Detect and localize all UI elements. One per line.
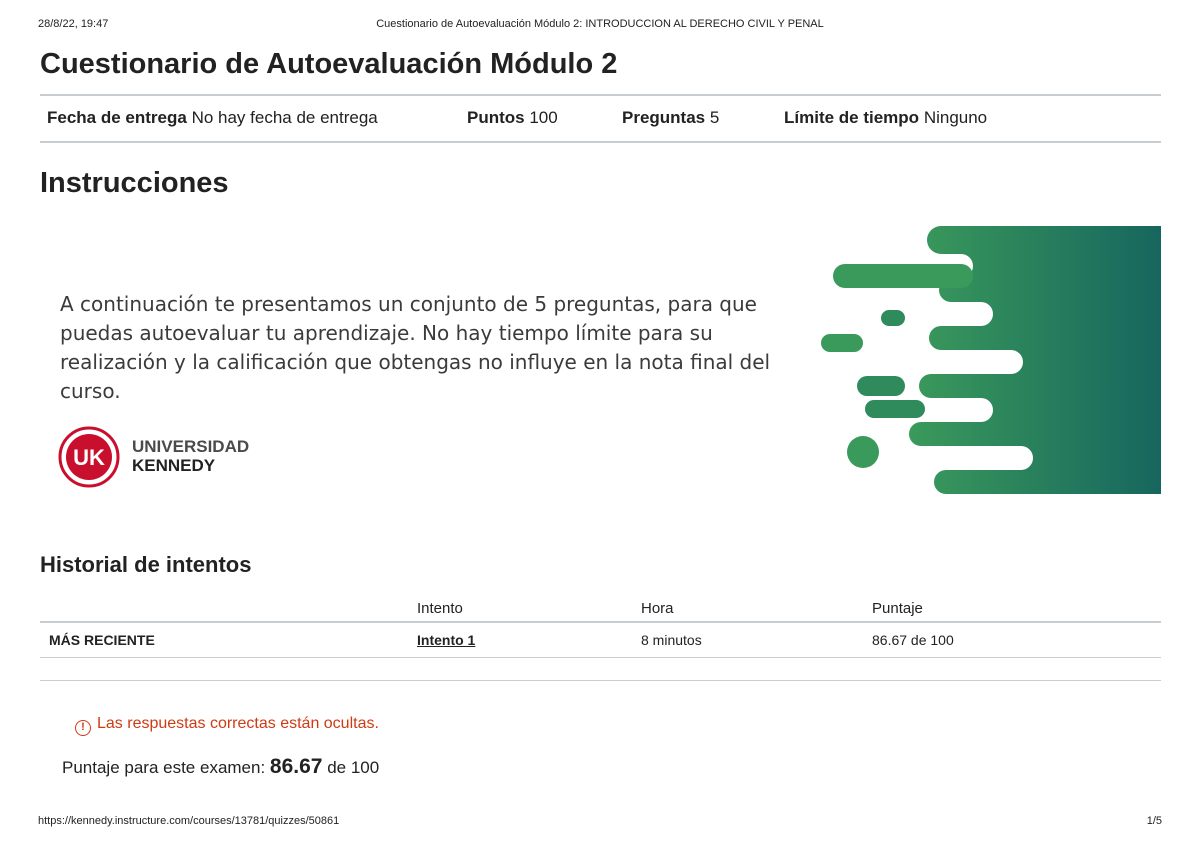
score-prefix: Puntaje para este examen: — [62, 758, 266, 777]
questions-value: 5 — [709, 108, 720, 127]
attempt-link[interactable]: Intento 1 — [417, 632, 476, 648]
column-header-time: Hora — [641, 600, 674, 617]
points-label: Puntos — [467, 108, 525, 127]
time-limit-detail — [784, 108, 987, 128]
university-name-line1: UNIVERSIDAD — [132, 437, 250, 456]
questions-detail — [622, 108, 719, 128]
exam-score — [62, 755, 379, 779]
print-header — [38, 18, 1162, 34]
column-header-attempt: Intento — [417, 600, 463, 617]
row-label: MÁS RECIENTE — [49, 632, 155, 648]
instructions-heading: Instrucciones — [40, 167, 229, 199]
column-header-score: Puntaje — [872, 600, 923, 617]
due-date-detail — [47, 108, 378, 128]
score-suffix: de 100 — [327, 758, 380, 777]
time-limit-label: Límite de tiempo — [784, 108, 920, 127]
print-document-title: Cuestionario de Autoevaluación Módulo 2: INTRODUCCION AL DERECHO CIVIL Y PENAL — [376, 18, 824, 30]
divider — [40, 680, 1161, 681]
due-date-label: Fecha de entrega — [47, 108, 187, 127]
university-logo-icon — [58, 426, 120, 488]
points-detail — [467, 108, 558, 128]
points-value: 100 — [529, 108, 558, 127]
answers-hidden-notice — [75, 715, 379, 736]
page-number: 1/5 — [1146, 815, 1162, 827]
instructions-banner — [40, 226, 1161, 494]
decorative-wave-art — [821, 226, 1161, 494]
divider — [40, 141, 1161, 143]
print-url: https://kennedy.instructure.com/courses/13781/quizzes/50861 — [38, 815, 340, 827]
time-limit-value: Ninguno — [923, 108, 988, 127]
banner-text: A continuación te presentamos un conjunto de 5 preguntas, para que puedas autoevaluar tu aprendizaje. No hay tiempo límite para su realización y la calificación que obtengas no influye en la nota final del curso. — [60, 292, 771, 403]
table-header-row — [40, 592, 1161, 623]
print-date: 28/8/22, 19:47 — [38, 18, 109, 30]
divider — [40, 94, 1161, 96]
warning-circle-icon: ! — [75, 720, 91, 736]
questions-label: Preguntas — [622, 108, 706, 127]
university-name — [132, 437, 249, 475]
notice-text: Las respuestas correctas están ocultas. — [97, 715, 379, 732]
due-date-value: No hay fecha de entrega — [191, 108, 378, 127]
score-value: 86.67 — [269, 755, 323, 778]
attempt-history-heading: Historial de intentos — [40, 552, 252, 577]
page-title: Cuestionario de Autoevaluación Módulo 2 — [40, 48, 618, 80]
attempt-history-table — [40, 592, 1161, 658]
table-row — [40, 623, 1161, 658]
attempt-score: 86.67 de 100 — [872, 632, 954, 648]
logo-mark: UK — [73, 445, 105, 470]
attempt-time: 8 minutos — [641, 632, 702, 648]
university-name-line2: KENNEDY — [132, 456, 216, 475]
